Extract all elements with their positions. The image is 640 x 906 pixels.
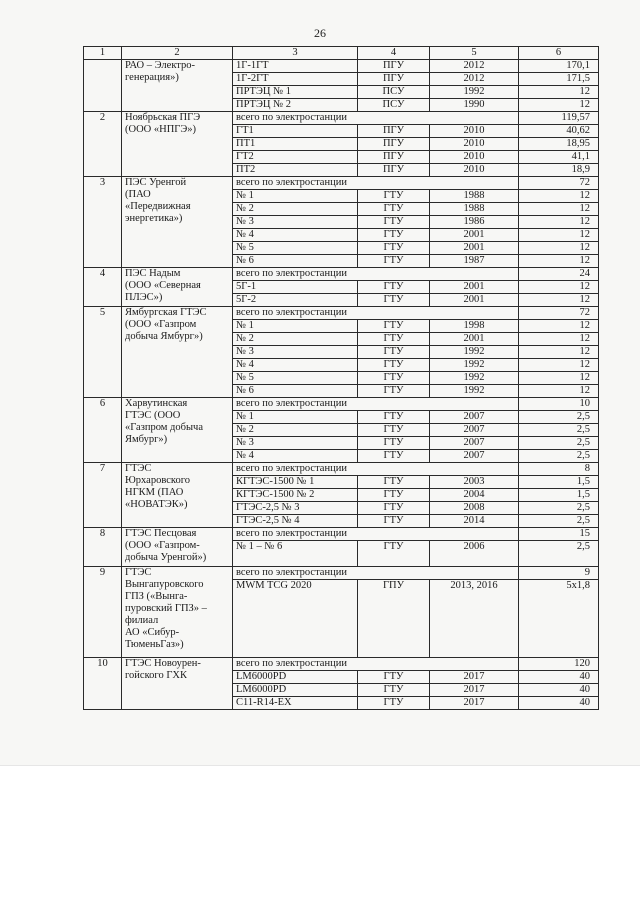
unit-name: № 4	[233, 450, 358, 463]
total-power: 72	[519, 307, 599, 320]
unit-type: ГТУ	[358, 437, 430, 450]
unit-power: 12	[519, 372, 599, 385]
header-cell: 4	[358, 47, 430, 60]
unit-power: 170,1	[519, 60, 599, 73]
commission-year: 2014	[430, 515, 519, 528]
unit-name: № 6	[233, 385, 358, 398]
unit-type: ПГУ	[358, 164, 430, 177]
unit-type: ГТУ	[358, 320, 430, 333]
unit-type: ГТУ	[358, 671, 430, 684]
unit-name: № 2	[233, 424, 358, 437]
unit-name: № 1	[233, 411, 358, 424]
total-label: всего по электростанции	[233, 567, 519, 580]
unit-name: № 5	[233, 242, 358, 255]
plant-number: 7	[84, 463, 122, 528]
plant-total-row	[84, 307, 599, 320]
commission-year: 1992	[430, 385, 519, 398]
plant-total-row	[84, 528, 599, 541]
commission-year: 2010	[430, 151, 519, 164]
unit-row	[84, 60, 599, 73]
unit-name: ПРТЭЦ № 1	[233, 86, 358, 99]
total-label: всего по электростанции	[233, 112, 519, 125]
header-row	[84, 47, 599, 60]
unit-power: 18,9	[519, 164, 599, 177]
unit-name: № 3	[233, 216, 358, 229]
unit-type: ГТУ	[358, 333, 430, 346]
unit-power: 12	[519, 86, 599, 99]
unit-power: 1,5	[519, 489, 599, 502]
plant-number: 10	[84, 658, 122, 710]
unit-type: ГТУ	[358, 515, 430, 528]
unit-power: 5х1,8	[519, 580, 599, 658]
plant-number: 2	[84, 112, 122, 177]
unit-type: ГТУ	[358, 502, 430, 515]
commission-year: 1986	[430, 216, 519, 229]
total-label: всего по электростанции	[233, 463, 519, 476]
unit-name: 1Г-1ГТ	[233, 60, 358, 73]
unit-name: № 3	[233, 346, 358, 359]
plant-name: ПЭС Надым (ООО «Северная ПЛЭС»)	[122, 268, 233, 307]
plant-name: Ноябрьская ПГЭ (ООО «НПГЭ»)	[122, 112, 233, 177]
unit-type: ГТУ	[358, 294, 430, 307]
plant-number: 8	[84, 528, 122, 567]
plant-name: ГТЭС Новоурен- гойского ГХК	[122, 658, 233, 710]
unit-type: ГТУ	[358, 450, 430, 463]
total-power: 15	[519, 528, 599, 541]
unit-power: 12	[519, 203, 599, 216]
commission-year: 2010	[430, 125, 519, 138]
total-power: 120	[519, 658, 599, 671]
unit-name: № 4	[233, 229, 358, 242]
unit-type: ПГУ	[358, 138, 430, 151]
unit-type: ГТУ	[358, 476, 430, 489]
unit-type: ПСУ	[358, 86, 430, 99]
header-cell: 6	[519, 47, 599, 60]
commission-year: 2012	[430, 73, 519, 86]
unit-power: 2,5	[519, 541, 599, 567]
unit-power: 40	[519, 697, 599, 710]
commission-year: 2007	[430, 411, 519, 424]
commission-year: 1992	[430, 346, 519, 359]
unit-power: 171,5	[519, 73, 599, 86]
commission-year: 2017	[430, 671, 519, 684]
unit-power: 12	[519, 346, 599, 359]
unit-type: ГТУ	[358, 697, 430, 710]
unit-type: ПГУ	[358, 151, 430, 164]
commission-year: 1987	[430, 255, 519, 268]
unit-name: MWM TCG 2020	[233, 580, 358, 658]
unit-power: 2,5	[519, 450, 599, 463]
unit-type: ГПУ	[358, 580, 430, 658]
unit-name: № 2	[233, 203, 358, 216]
plant-total-row	[84, 463, 599, 476]
plant-total-row	[84, 567, 599, 580]
unit-power: 12	[519, 333, 599, 346]
unit-power: 1,5	[519, 476, 599, 489]
header-cell: 2	[122, 47, 233, 60]
total-label: всего по электростанции	[233, 398, 519, 411]
plant-total-row	[84, 268, 599, 281]
commission-year: 2017	[430, 697, 519, 710]
unit-power: 12	[519, 359, 599, 372]
unit-name: № 2	[233, 333, 358, 346]
unit-type: ГТУ	[358, 190, 430, 203]
commission-year: 2013, 2016	[430, 580, 519, 658]
commission-year: 2010	[430, 164, 519, 177]
unit-power: 2,5	[519, 515, 599, 528]
total-power: 9	[519, 567, 599, 580]
commission-year: 1992	[430, 372, 519, 385]
commission-year: 2017	[430, 684, 519, 697]
header-cell: 1	[84, 47, 122, 60]
unit-name: 5Г-2	[233, 294, 358, 307]
plant-total-row	[84, 398, 599, 411]
total-power: 72	[519, 177, 599, 190]
header-cell: 5	[430, 47, 519, 60]
total-label: всего по электростанции	[233, 268, 519, 281]
unit-name: № 6	[233, 255, 358, 268]
unit-name: № 4	[233, 359, 358, 372]
unit-power: 40	[519, 671, 599, 684]
unit-power: 41,1	[519, 151, 599, 164]
total-label: всего по электростанции	[233, 307, 519, 320]
unit-power: 2,5	[519, 424, 599, 437]
unit-power: 12	[519, 229, 599, 242]
commission-year: 1988	[430, 203, 519, 216]
plant-number: 5	[84, 307, 122, 398]
unit-name: ПРТЭЦ № 2	[233, 99, 358, 112]
unit-type: ПГУ	[358, 73, 430, 86]
header-cell: 3	[233, 47, 358, 60]
unit-power: 2,5	[519, 502, 599, 515]
unit-type: ПГУ	[358, 125, 430, 138]
total-power: 24	[519, 268, 599, 281]
unit-power: 12	[519, 99, 599, 112]
unit-name: № 1	[233, 320, 358, 333]
unit-power: 12	[519, 255, 599, 268]
unit-type: ГТУ	[358, 216, 430, 229]
unit-name: КГТЭС-1500 № 2	[233, 489, 358, 502]
unit-type: ГТУ	[358, 242, 430, 255]
unit-type: ПСУ	[358, 99, 430, 112]
unit-name: ГТ1	[233, 125, 358, 138]
commission-year: 2007	[430, 424, 519, 437]
unit-power: 12	[519, 281, 599, 294]
unit-type: ГТУ	[358, 385, 430, 398]
unit-power: 12	[519, 320, 599, 333]
commission-year: 2001	[430, 333, 519, 346]
unit-power: 2,5	[519, 411, 599, 424]
unit-type: ГТУ	[358, 255, 430, 268]
commission-year: 1998	[430, 320, 519, 333]
unit-type: ГТУ	[358, 684, 430, 697]
unit-type: ГТУ	[358, 541, 430, 567]
total-label: всего по электростанции	[233, 658, 519, 671]
plant-number: 3	[84, 177, 122, 268]
unit-type: ГТУ	[358, 346, 430, 359]
unit-power: 12	[519, 216, 599, 229]
commission-year: 2003	[430, 476, 519, 489]
commission-year: 1992	[430, 86, 519, 99]
unit-power: 18,95	[519, 138, 599, 151]
unit-type: ГТУ	[358, 229, 430, 242]
commission-year: 1988	[430, 190, 519, 203]
unit-power: 12	[519, 385, 599, 398]
plant-number: 9	[84, 567, 122, 658]
commission-year: 1992	[430, 359, 519, 372]
plant-number	[84, 60, 122, 112]
commission-year: 2008	[430, 502, 519, 515]
commission-year: 2007	[430, 450, 519, 463]
commission-year: 2001	[430, 242, 519, 255]
page-number: 26	[314, 26, 326, 40]
commission-year: 1990	[430, 99, 519, 112]
plant-name: Ямбургская ГТЭС (ООО «Газпром добыча Ямбург»)	[122, 307, 233, 398]
total-power: 10	[519, 398, 599, 411]
commission-year: 2006	[430, 541, 519, 567]
commission-year: 2001	[430, 294, 519, 307]
plant-total-row	[84, 112, 599, 125]
unit-name: ГТ2	[233, 151, 358, 164]
unit-type: ГТУ	[358, 203, 430, 216]
unit-power: 40	[519, 684, 599, 697]
plant-name: Харвутинская ГТЭС (ООО «Газпром добыча Ямбург»)	[122, 398, 233, 463]
commission-year: 2007	[430, 437, 519, 450]
unit-name: № 5	[233, 372, 358, 385]
unit-name: ПТ1	[233, 138, 358, 151]
unit-power: 2,5	[519, 437, 599, 450]
plant-name: ГТЭС Юрхаровского НГКМ (ПАО «НОВАТЭК»)	[122, 463, 233, 528]
unit-name: ПТ2	[233, 164, 358, 177]
unit-type: ПГУ	[358, 60, 430, 73]
unit-type: ГТУ	[358, 411, 430, 424]
power-plants-table	[83, 46, 599, 710]
plant-name: ГТЭС Песцовая (ООО «Газпром- добыча Уренгой»)	[122, 528, 233, 567]
unit-name: LM6000PD	[233, 684, 358, 697]
plant-number: 4	[84, 268, 122, 307]
unit-power: 12	[519, 294, 599, 307]
commission-year: 2001	[430, 229, 519, 242]
plant-name: РАО – Электро- генерация»)	[122, 60, 233, 112]
unit-name: 1Г-2ГТ	[233, 73, 358, 86]
unit-power: 12	[519, 242, 599, 255]
total-power: 119,57	[519, 112, 599, 125]
unit-name: № 1	[233, 190, 358, 203]
unit-power: 12	[519, 190, 599, 203]
commission-year: 2012	[430, 60, 519, 73]
unit-name: C11-R14-EX	[233, 697, 358, 710]
unit-type: ГТУ	[358, 359, 430, 372]
plant-total-row	[84, 177, 599, 190]
unit-type: ГТУ	[358, 372, 430, 385]
plant-total-row	[84, 658, 599, 671]
plant-number: 6	[84, 398, 122, 463]
unit-name: ГТЭС-2,5 № 4	[233, 515, 358, 528]
commission-year: 2004	[430, 489, 519, 502]
unit-name: № 3	[233, 437, 358, 450]
unit-type: ГТУ	[358, 281, 430, 294]
unit-name: № 1 – № 6	[233, 541, 358, 567]
plant-name: ГТЭС Вынгапуровского ГПЗ («Вынга- пуровский ГПЗ» – филиал АО «Сибур- ТюменьГаз»)	[122, 567, 233, 658]
commission-year: 2010	[430, 138, 519, 151]
unit-type: ГТУ	[358, 489, 430, 502]
page-margin	[0, 765, 640, 906]
unit-name: КГТЭС-1500 № 1	[233, 476, 358, 489]
unit-name: ГТЭС-2,5 № 3	[233, 502, 358, 515]
total-label: всего по электростанции	[233, 528, 519, 541]
unit-type: ГТУ	[358, 424, 430, 437]
unit-name: LM6000PD	[233, 671, 358, 684]
plant-name: ПЭС Уренгой (ПАО «Передвижная энергетика»)	[122, 177, 233, 268]
total-label: всего по электростанции	[233, 177, 519, 190]
commission-year: 2001	[430, 281, 519, 294]
total-power: 8	[519, 463, 599, 476]
unit-power: 40,62	[519, 125, 599, 138]
unit-name: 5Г-1	[233, 281, 358, 294]
